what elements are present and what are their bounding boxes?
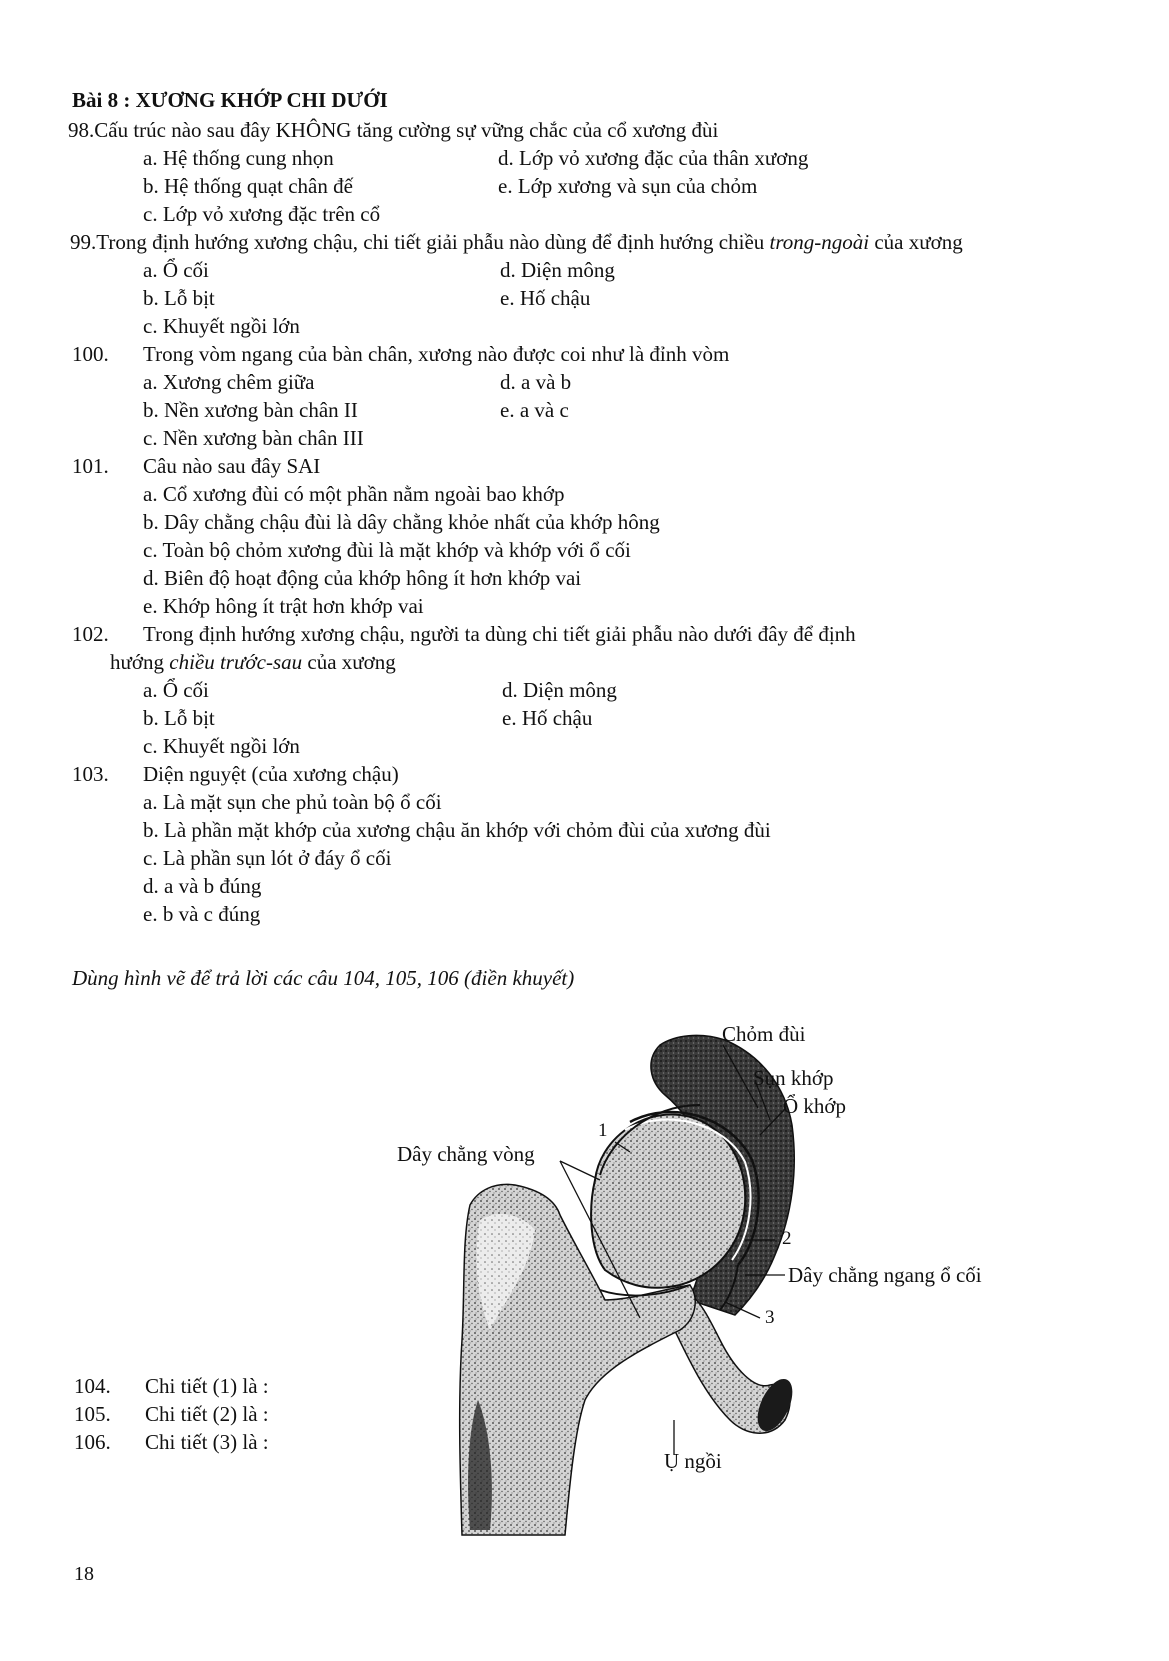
q98-option-a: a. Hệ thống cung nhọn [143,146,334,170]
q100-option-a: a. Xương chêm giữa [143,370,315,394]
q100-option-d: d. a và b [500,370,572,394]
q103-option-c: c. Là phần sụn lót ở đáy ổ cối [143,846,392,870]
q98-option-c: c. Lớp vỏ xương đặc trên cổ [143,202,381,226]
q103-option-d: d. a và b đúng [143,874,262,898]
q99-stem-start: 99.Trong định hướng xương chậu, chi tiết giải phẫu nào dùng để định hướng chiều [70,230,770,254]
label-femoral-head: Chỏm đùi [722,1022,806,1046]
question-102-stem-line1: Trong định hướng xương chậu, người ta dùng chi tiết giải phẫu nào dưới đây để định [143,622,856,646]
q102-option-e: e. Hố chậu [502,706,593,730]
q102-option-a: a. Ổ cối [143,678,209,702]
fill-in-106-number: 106. [74,1430,111,1454]
label-joint-cavity: Ổ khớp [783,1094,847,1118]
q100-option-c: c. Nền xương bàn chân III [143,426,364,450]
q98-option-e: e. Lớp xương và sụn của chỏm [498,174,758,198]
fill-in-106-text: Chi tiết (3) là : [145,1430,269,1454]
q100-option-e: e. a và c [500,398,569,422]
q101-option-b: b. Dây chằng chậu đùi là dây chằng khỏe nhất của khớp hông [143,510,660,534]
q101-option-c: c. Toàn bộ chỏm xương đùi là mặt khớp và khớp với ổ cối [143,538,631,562]
q102-stem-line2-start: hướng [110,650,170,674]
q99-option-c: c. Khuyết ngồi lớn [143,314,300,338]
q102-option-c: c. Khuyết ngồi lớn [143,734,300,758]
fill-in-105-text: Chi tiết (2) là : [145,1402,269,1426]
q100-option-b: b. Nền xương bàn chân II [143,398,358,422]
q98-option-b: b. Hệ thống quạt chân đế [143,174,353,198]
q102-stem-line2-end: của xương [302,650,396,674]
question-103-stem: Diện nguyệt (của xương chậu) [143,762,399,786]
q98-option-d: d. Lớp vỏ xương đặc của thân xương [498,146,809,170]
q102-option-b: b. Lỗ bịt [143,706,215,730]
q103-option-e: e. b và c đúng [143,902,261,926]
q103-option-a: a. Là mặt sụn che phủ toàn bộ ổ cối [143,790,442,814]
label-ischial-tuberosity: Ụ ngồi [664,1449,722,1473]
q99-option-d: d. Diện mông [500,258,615,282]
q102-stem-italic: chiều trước-sau [169,650,303,674]
fill-in-104-text: Chi tiết (1) là : [145,1374,269,1398]
fill-in-105-number: 105. [74,1402,111,1426]
q101-option-a: a. Cổ xương đùi có một phần nằm ngoài bao khớp [143,482,565,506]
chapter-title: Bài 8 : XƯƠNG KHỚP CHI DƯỚI [72,88,388,112]
page-number: 18 [74,1563,94,1585]
q99-stem-italic: trong-ngoài [769,230,870,254]
question-100-number: 100. [72,342,109,366]
question-102-number: 102. [72,622,109,646]
label-number-3: 3 [765,1307,775,1328]
q99-option-a: a. Ổ cối [143,258,209,282]
question-101-stem: Câu nào sau đây SAI [143,454,321,478]
label-zona-orbicularis: Dây chằng vòng [397,1142,535,1166]
question-98-stem: 98.Cấu trúc nào sau đây KHÔNG tăng cường sự vững chắc của cổ xương đùi [68,118,719,142]
q99-stem-end: của xương [869,230,963,254]
label-articular-cartilage: Sụn khớp [753,1066,834,1090]
q101-option-e: e. Khớp hông ít trật hơn khớp vai [143,594,424,618]
label-number-2: 2 [782,1228,792,1249]
q101-option-d: d. Biên độ hoạt động của khớp hông ít hơn khớp vai [143,566,582,590]
figure-instruction: Dùng hình vẽ để trả lời các câu 104, 105, 106 (điền khuyết) [72,966,575,990]
question-103-number: 103. [72,762,109,786]
question-100-stem: Trong vòm ngang của bàn chân, xương nào được coi như là đỉnh vòm [143,342,730,366]
fill-in-104-number: 104. [74,1374,111,1398]
label-transverse-acetabular-ligament: Dây chằng ngang ổ cối [788,1263,982,1287]
label-number-1: 1 [598,1120,608,1141]
q102-option-d: d. Diện mông [502,678,617,702]
q99-option-e: e. Hố chậu [500,286,591,310]
question-101-number: 101. [72,454,109,478]
q99-option-b: b. Lỗ bịt [143,286,215,310]
q103-option-b: b. Là phần mặt khớp của xương chậu ăn khớp với chỏm đùi của xương đùi [143,818,771,842]
